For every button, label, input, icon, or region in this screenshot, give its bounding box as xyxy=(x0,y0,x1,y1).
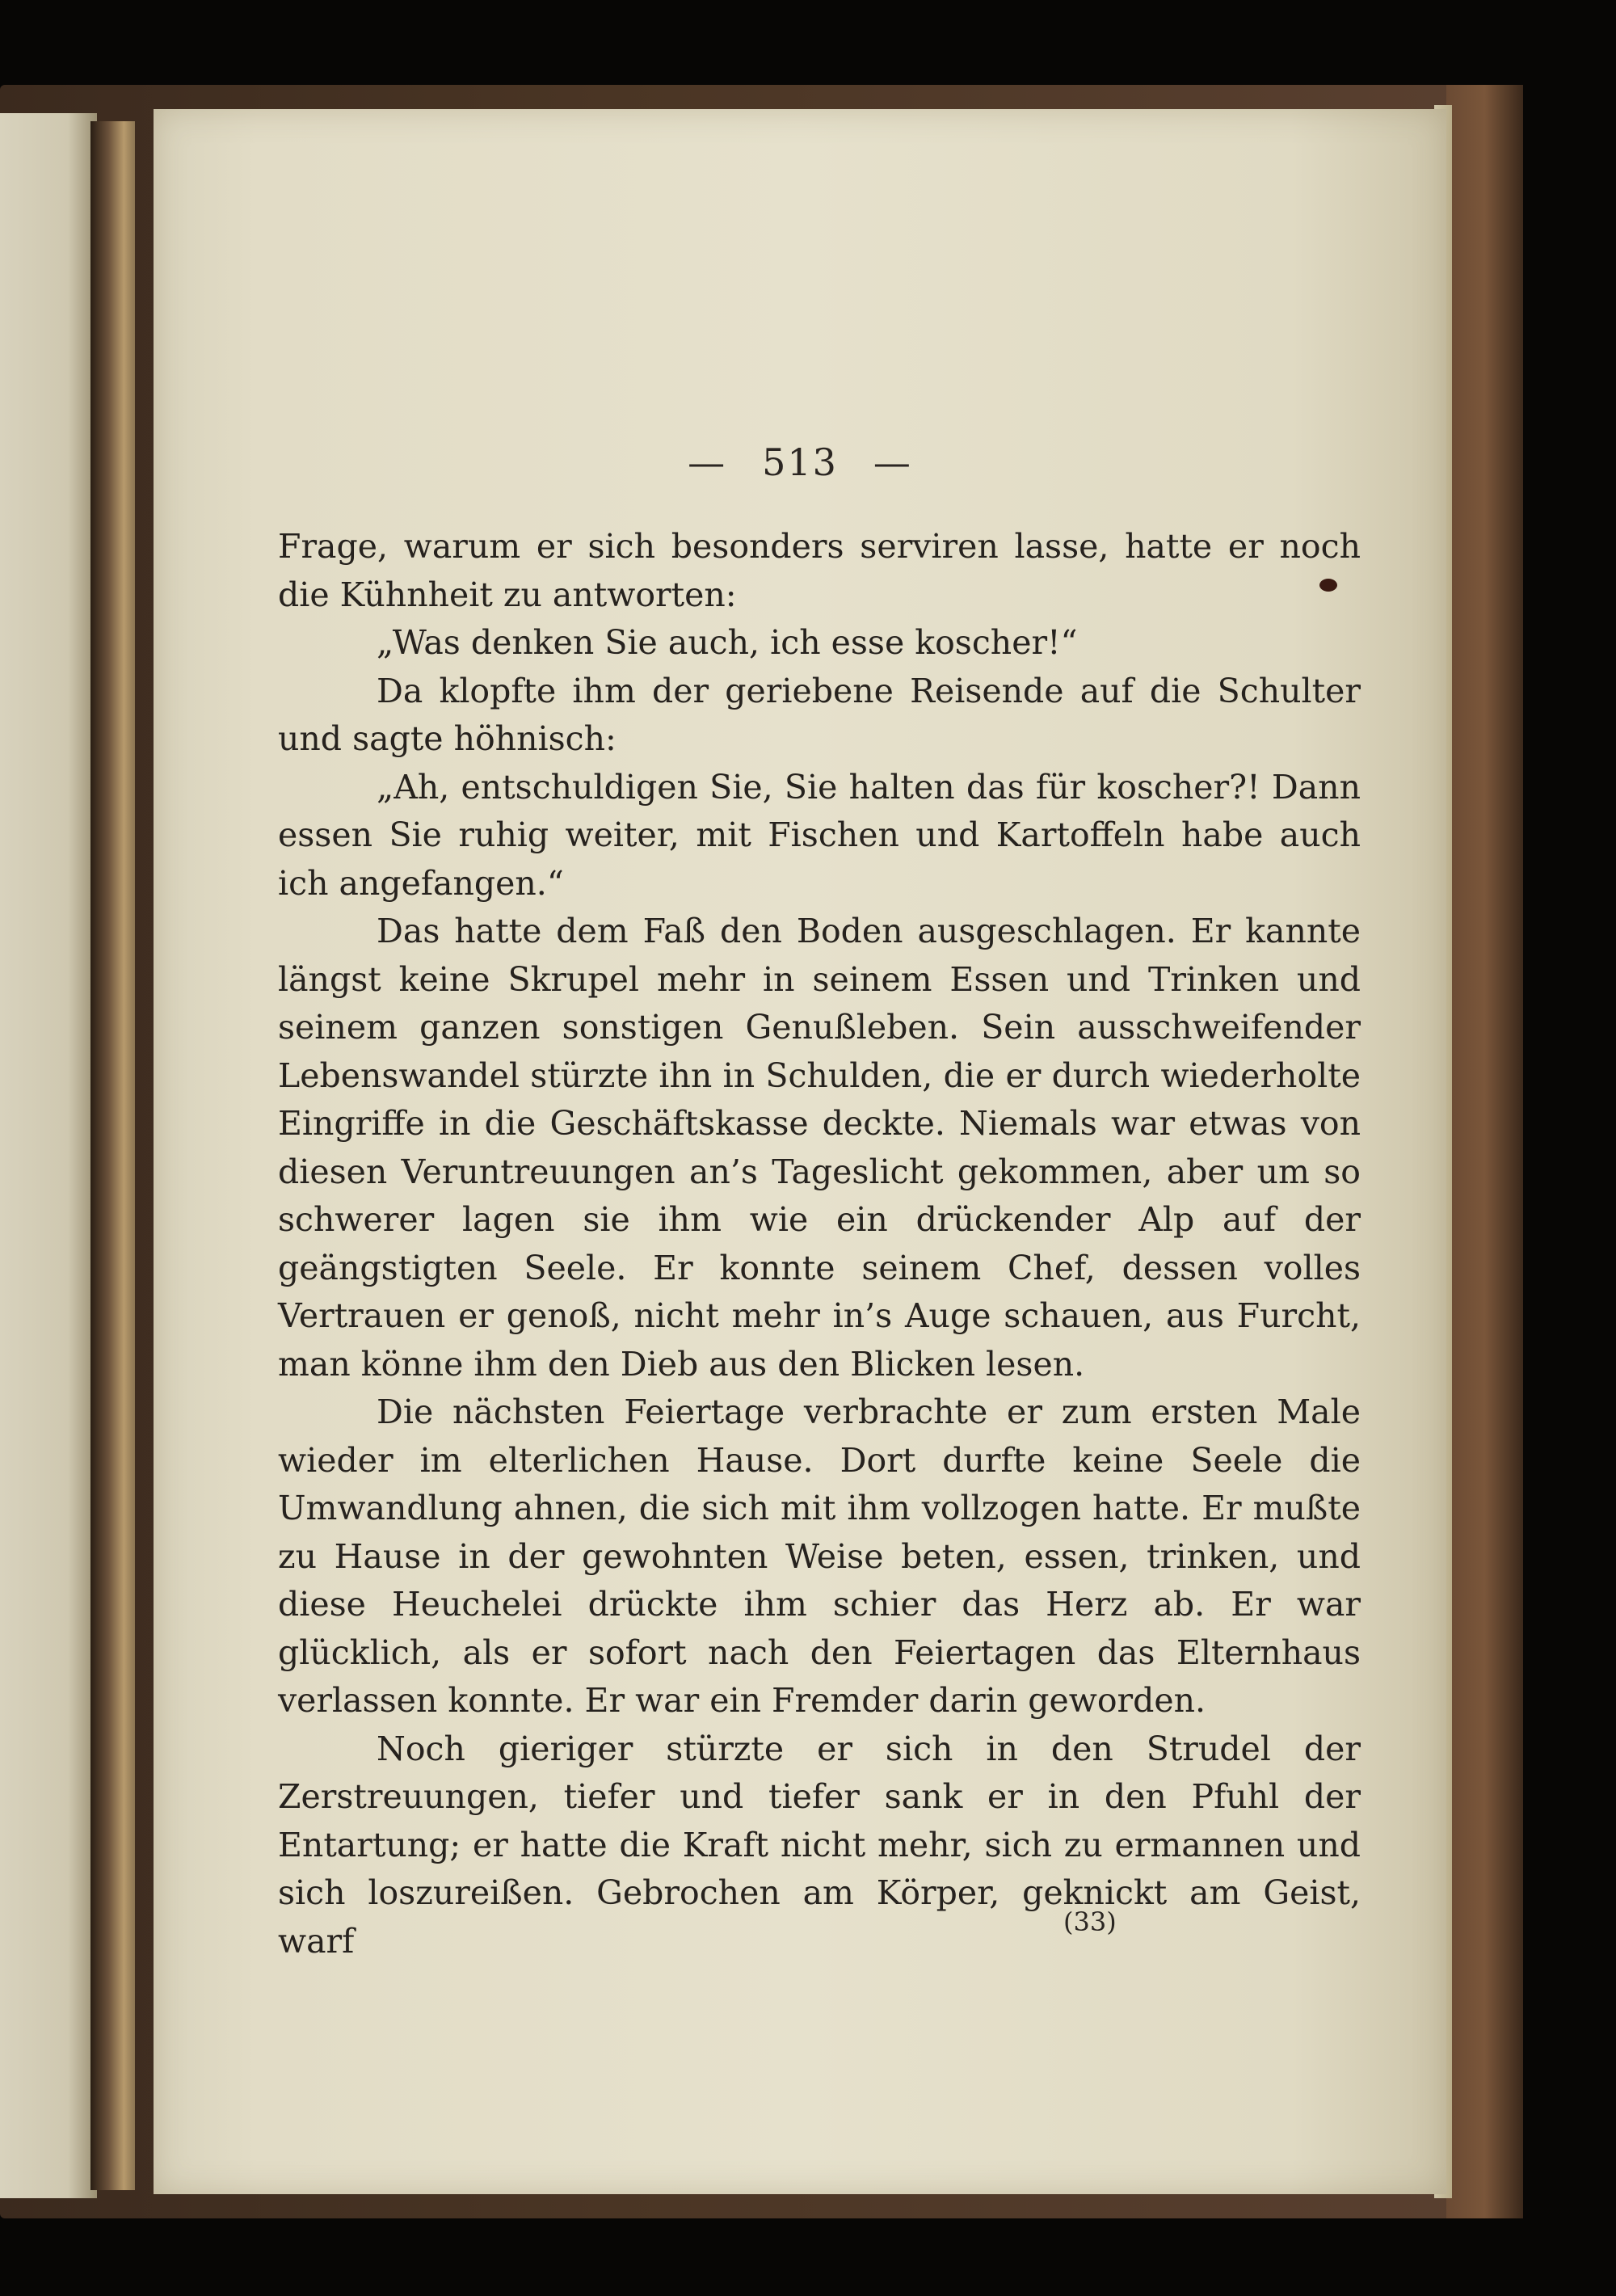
ink-spot xyxy=(1319,579,1337,592)
facing-page-edge xyxy=(0,113,97,2198)
page-number: 513 xyxy=(762,440,838,484)
header-dash-right: — xyxy=(873,440,912,484)
book-gutter xyxy=(90,121,135,2190)
paragraph: „Ah, entschuldigen Sie, Sie halten das für koscher?! Dann essen Sie ruhig weiter, mit Fischen und Kartoffeln habe auch ich angefangen.“ xyxy=(278,767,1361,903)
paragraph: Die nächsten Feiertage verbrachte er zum ersten Male wieder im elterlichen Hause. Dort durfte keine Seele die Umwandlung ahnen, die sich mit ihm vollzogen hatte. Er mußte zu Hause in der gewohnten Weise beten, essen, trinken, und diese Heuchelei drückte ihm schier das Herz ab. Er war glücklich, als er sofort nach den Feiertagen das Elternhaus verlassen konnte. Er war ein Fremder darin geworden. xyxy=(278,1392,1361,1720)
header-dash-left: — xyxy=(688,440,727,484)
paragraph: Noch gieriger stürzte er sich in den Strudel der Zerstreuungen, tiefer und tiefer sank er in den Pfuhl der Entartung; er hatte die Kraft nicht mehr, sich zu ermannen und sich loszureißen. Gebrochen am Körper, geknickt am Geist, warf xyxy=(278,1729,1361,1961)
paragraph: Frage, warum er sich besonders serviren lasse, hatte er noch die Kühnheit zu antworten: xyxy=(278,527,1361,614)
book-page xyxy=(154,109,1446,2194)
paragraph: Das hatte dem Faß den Boden ausgeschlagen. Er kannte längst keine Skrupel mehr in seinem Essen und Trinken und seinem ganzen sonstigen Genußleben. Sein ausschweifender Lebenswandel stürzte ihn in Schulden, die er durch wiederholte Eingriffe in die Geschäftskasse deckte. Niemals war etwas von diesen Veruntreuungen an’s Tageslicht gekommen, aber um so schwerer lagen sie ihm wie ein drückender Alp auf der geängstigten Seele. Er konnte seinem Chef, dessen volles Vertrauen er genoß, nicht mehr in’s Auge schauen, aus Furcht, man könne ihm den Dieb aus den Blicken lesen. xyxy=(278,912,1361,1384)
page-header xyxy=(154,440,1446,484)
paragraph: „Was denken Sie auch, ich esse koscher!“ xyxy=(377,623,1078,662)
paragraph: Da klopfte ihm der geriebene Reisende auf die Schulter und sagte höhnisch: xyxy=(278,671,1361,758)
body-text xyxy=(278,523,1361,1965)
printer-signature-mark: (33) xyxy=(1063,1906,1117,1937)
cover-edge xyxy=(1446,85,1523,2218)
